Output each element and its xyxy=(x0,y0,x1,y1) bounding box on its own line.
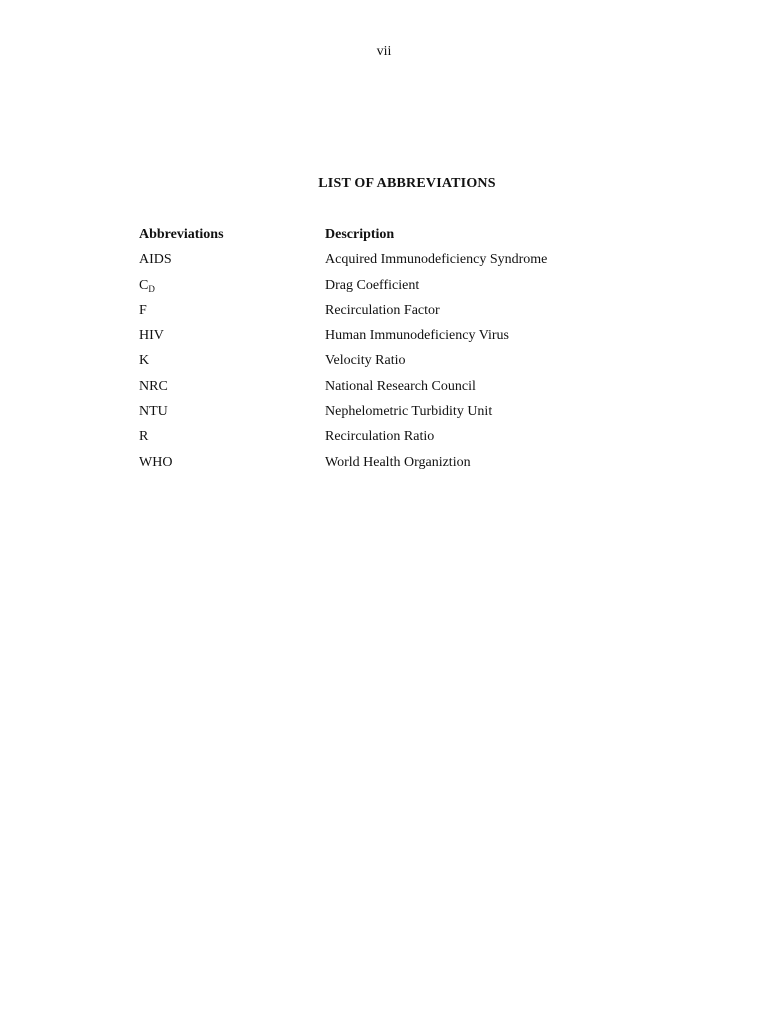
abbreviation-text: NRC xyxy=(139,378,168,394)
abbreviation-cell xyxy=(139,302,147,323)
table-row xyxy=(139,302,659,327)
description-cell: Recirculation Ratio xyxy=(325,429,435,445)
description-cell: Recirculation Factor xyxy=(325,302,440,318)
description-cell: Velocity Ratio xyxy=(325,353,406,369)
description-cell: Acquired Immunodeficiency Syndrome xyxy=(325,252,548,268)
table-row xyxy=(139,327,659,352)
abbreviation-text: WHO xyxy=(139,454,173,470)
description-cell: Drag Coefficient xyxy=(325,277,420,293)
abbreviation-cell xyxy=(139,403,168,424)
table-row xyxy=(139,352,659,377)
description-header: Description xyxy=(325,227,395,242)
abbreviation-text: C xyxy=(139,277,149,293)
abbreviation-text: K xyxy=(139,353,150,369)
page-number: vii xyxy=(376,44,392,59)
abbreviation-text: F xyxy=(139,302,147,318)
abbreviation-text: NTU xyxy=(139,404,168,420)
abbreviation-subscript: D xyxy=(148,283,155,294)
table-row xyxy=(139,454,659,479)
abbreviations-header: Abbreviations xyxy=(139,227,224,242)
abbreviation-cell xyxy=(139,454,172,475)
abbreviation-cell xyxy=(139,352,149,373)
abbreviation-cell xyxy=(139,251,172,272)
table-row xyxy=(139,277,659,302)
table-row xyxy=(139,428,659,453)
table-row xyxy=(139,403,659,428)
table-row xyxy=(139,251,659,276)
abbreviation-cell xyxy=(139,277,155,298)
abbreviation-cell xyxy=(139,428,148,449)
description-cell: Human Immunodeficiency Virus xyxy=(325,328,509,344)
abbreviation-text: HIV xyxy=(139,328,164,344)
abbreviation-cell xyxy=(139,378,168,399)
abbreviation-text: AIDS xyxy=(139,252,172,268)
page-title: LIST OF ABBREVIATIONS xyxy=(318,176,496,191)
abbreviation-cell xyxy=(139,327,164,348)
table-header-row xyxy=(139,226,659,251)
description-cell: National Research Council xyxy=(325,378,476,394)
abbreviation-text: R xyxy=(139,429,149,445)
description-cell: World Health Organiztion xyxy=(325,454,471,470)
description-cell: Nephelometric Turbidity Unit xyxy=(325,404,493,420)
abbreviations-table xyxy=(139,226,659,479)
table-row xyxy=(139,378,659,403)
